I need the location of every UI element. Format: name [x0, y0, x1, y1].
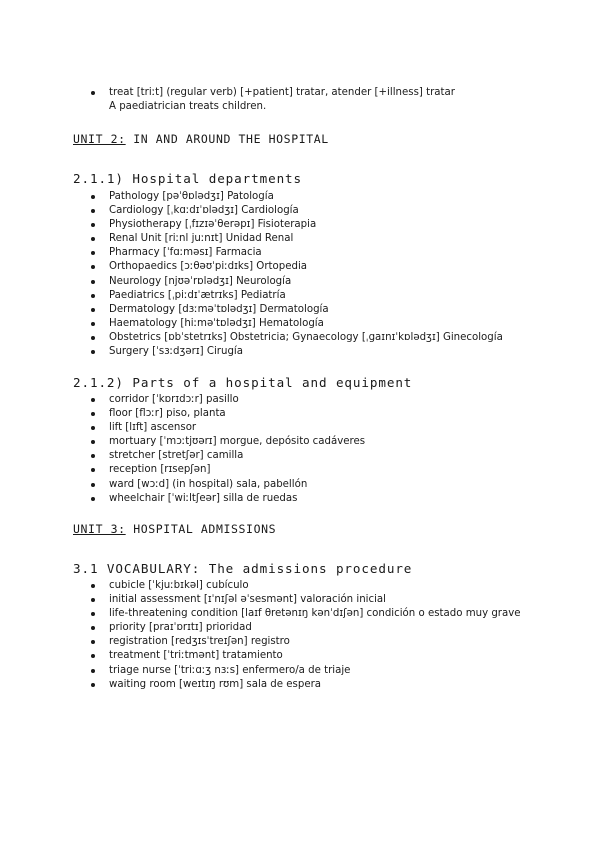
list-item [0, 86, 600, 114]
list-item: Paediatrics [ˌpiːdɪˈætrɪks] Pediatría [0, 289, 600, 303]
list-item: registration [redʒɪsˈtreɪʃən] registro [0, 635, 600, 649]
list-item: life-threatening condition [laɪf θretənɪŋ kənˈdɪʃən] condición o estado muy grave [0, 607, 600, 621]
list-item: Cardiology [ˌkɑːdɪˈɒlədʒɪ] Cardiología [0, 204, 600, 218]
section-2-1-2-heading: 2.1.2) Parts of a hospital and equipment [73, 375, 413, 390]
list-item: Haematology [hiːməˈtɒlədʒɪ] Hematología [0, 317, 600, 331]
list-item: mortuary [ˈmɔːtjʊərɪ] morgue, depósito cadáveres [0, 435, 600, 449]
list-item: reception [rɪsepʃən] [0, 463, 600, 477]
list-item: Renal Unit [riːnl juːnɪt] Unidad Renal [0, 232, 600, 246]
list-item: treatment [ˈtriːtmənt] tratamiento [0, 649, 600, 663]
section-2-1-1-heading: 2.1.1) Hospital departments [73, 171, 303, 186]
admissions-list [0, 579, 600, 692]
list-item: corridor [ˈkɒrɪdɔːr] pasillo [0, 393, 600, 407]
unit-3-heading [73, 522, 276, 536]
list-item: Dermatology [dɜːməˈtɒlədʒɪ] Dermatología [0, 303, 600, 317]
list-item: Orthopaedics [ɔːθəʊˈpiːdɪks] Ortopedia [0, 260, 600, 274]
treat-list [0, 86, 600, 114]
hospital-parts-list [0, 393, 600, 506]
list-item: Pharmacy [ˈfɑːməsɪ] Farmacia [0, 246, 600, 260]
list-item: waiting room [weɪtɪŋ rʊm] sala de espera [0, 678, 600, 692]
example-sentence: A paediatrician treats children. [109, 101, 267, 113]
list-item: Obstetrics [ɒbˈstetrɪks] Obstetricia; Gynaecology [ˌgaɪnɪˈkɒlədʒɪ] Ginecología [0, 331, 600, 345]
list-item: floor [flɔːr] piso, planta [0, 407, 600, 421]
departments-list [0, 190, 600, 359]
unit-2-title: IN AND AROUND THE HOSPITAL [125, 132, 329, 146]
list-item: priority [praɪˈɒrɪtɪ] prioridad [0, 621, 600, 635]
unit-2-label: UNIT 2: [73, 132, 126, 146]
list-item: ward [wɔːd] (in hospital) sala, pabellón [0, 478, 600, 492]
unit-3-title: HOSPITAL ADMISSIONS [125, 522, 277, 536]
list-item: wheelchair [ˈwiːltʃeər] silla de ruedas [0, 492, 600, 506]
list-item: Surgery [ˈsɜːdʒərɪ] Cirugía [0, 345, 600, 359]
list-item: Physiotherapy [ˌfɪzɪəˈθerəpɪ] Fisioterapia [0, 218, 600, 232]
list-item: Neurology [njʊəˈrɒlədʒɪ] Neurología [0, 275, 600, 289]
section-3-1-heading: 3.1 VOCABULARY: The admissions procedure [73, 561, 413, 576]
list-item: Pathology [pəˈθɒlədʒɪ] Patología [0, 190, 600, 204]
list-item: cubicle [ˈkjuːbɪkəl] cubículo [0, 579, 600, 593]
unit-2-heading [73, 132, 329, 146]
unit-3-label: UNIT 3: [73, 522, 126, 536]
list-item: triage nurse [ˈtriːɑːʒ nɜːs] enfermero/a de triaje [0, 664, 600, 678]
list-item: lift [lɪft] ascensor [0, 421, 600, 435]
list-item: initial assessment [ɪˈnɪʃəl əˈsesmənt] valoración inicial [0, 593, 600, 607]
list-item-text: treat [triːt] (regular verb) [+patient] tratar, atender [+illness] tratar [109, 87, 455, 98]
list-item: stretcher [stretʃər] camilla [0, 449, 600, 463]
